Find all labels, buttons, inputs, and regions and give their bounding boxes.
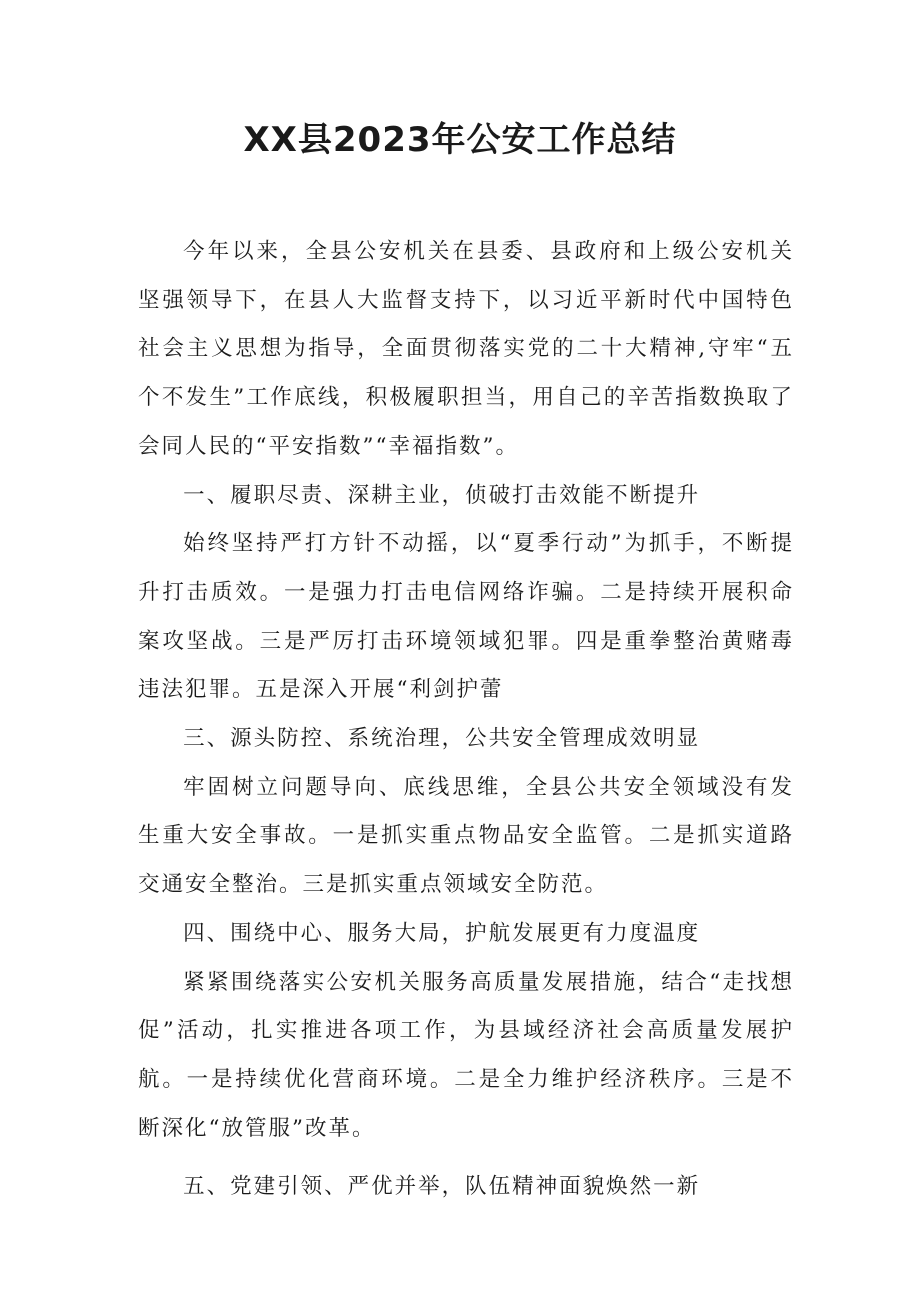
section-heading-5: 五、党建引领、严优并举，队伍精神面貌焕然一新	[183, 1174, 701, 1200]
section-heading-3: 三、源头防控、系统治理，公共安全管理成效明显	[183, 726, 701, 752]
section-body-4: 紧紧围绕落实公安机关服务高质量发展措施，结合“走找想促”活动，扎实推进各项工作，为县域经济社会高质量发展护航。一是持续优化营商环境。二是全力维护经济秩序。三是不断深化“放管服”改革。	[138, 969, 794, 1141]
section-body-3: 牢固树立问题导向、底线思维，全县公共安全领域没有发生重大安全事故。一是抓实重点物品安全监管。二是抓实道路交通安全整治。三是抓实重点领域安全防范。	[138, 774, 794, 898]
intro-paragraph: 今年以来，全县公安机关在县委、县政府和上级公安机关坚强领导下，在县人大监督支持下，以习近平新时代中国特色社会主义思想为指导，全面贯彻落实党的二十大精神,守牢“五个不发生”工作底线，积极履职担当，用自己的辛苦指数换取了会同人民的“平安指数”“幸福指数”。	[138, 239, 794, 459]
document-body	[138, 228, 794, 1212]
section-heading-4: 四、围绕中心、服务大局，护航发展更有力度温度	[183, 920, 701, 946]
section-heading-1: 一、履职尽责、深耕主业，侦破打击效能不断提升	[183, 482, 701, 508]
section-body-1: 始终坚持严打方针不动摇，以“夏季行动”为抓手，不断提升打击质效。一是强力打击电信网络诈骗。二是持续开展积命案攻坚战。三是严厉打击环境领域犯罪。四是重拳整治黄赌毒违法犯罪。五是深入开展“利剑护蕾	[138, 531, 794, 703]
document-title: XX县2023年公安工作总结	[243, 120, 677, 160]
